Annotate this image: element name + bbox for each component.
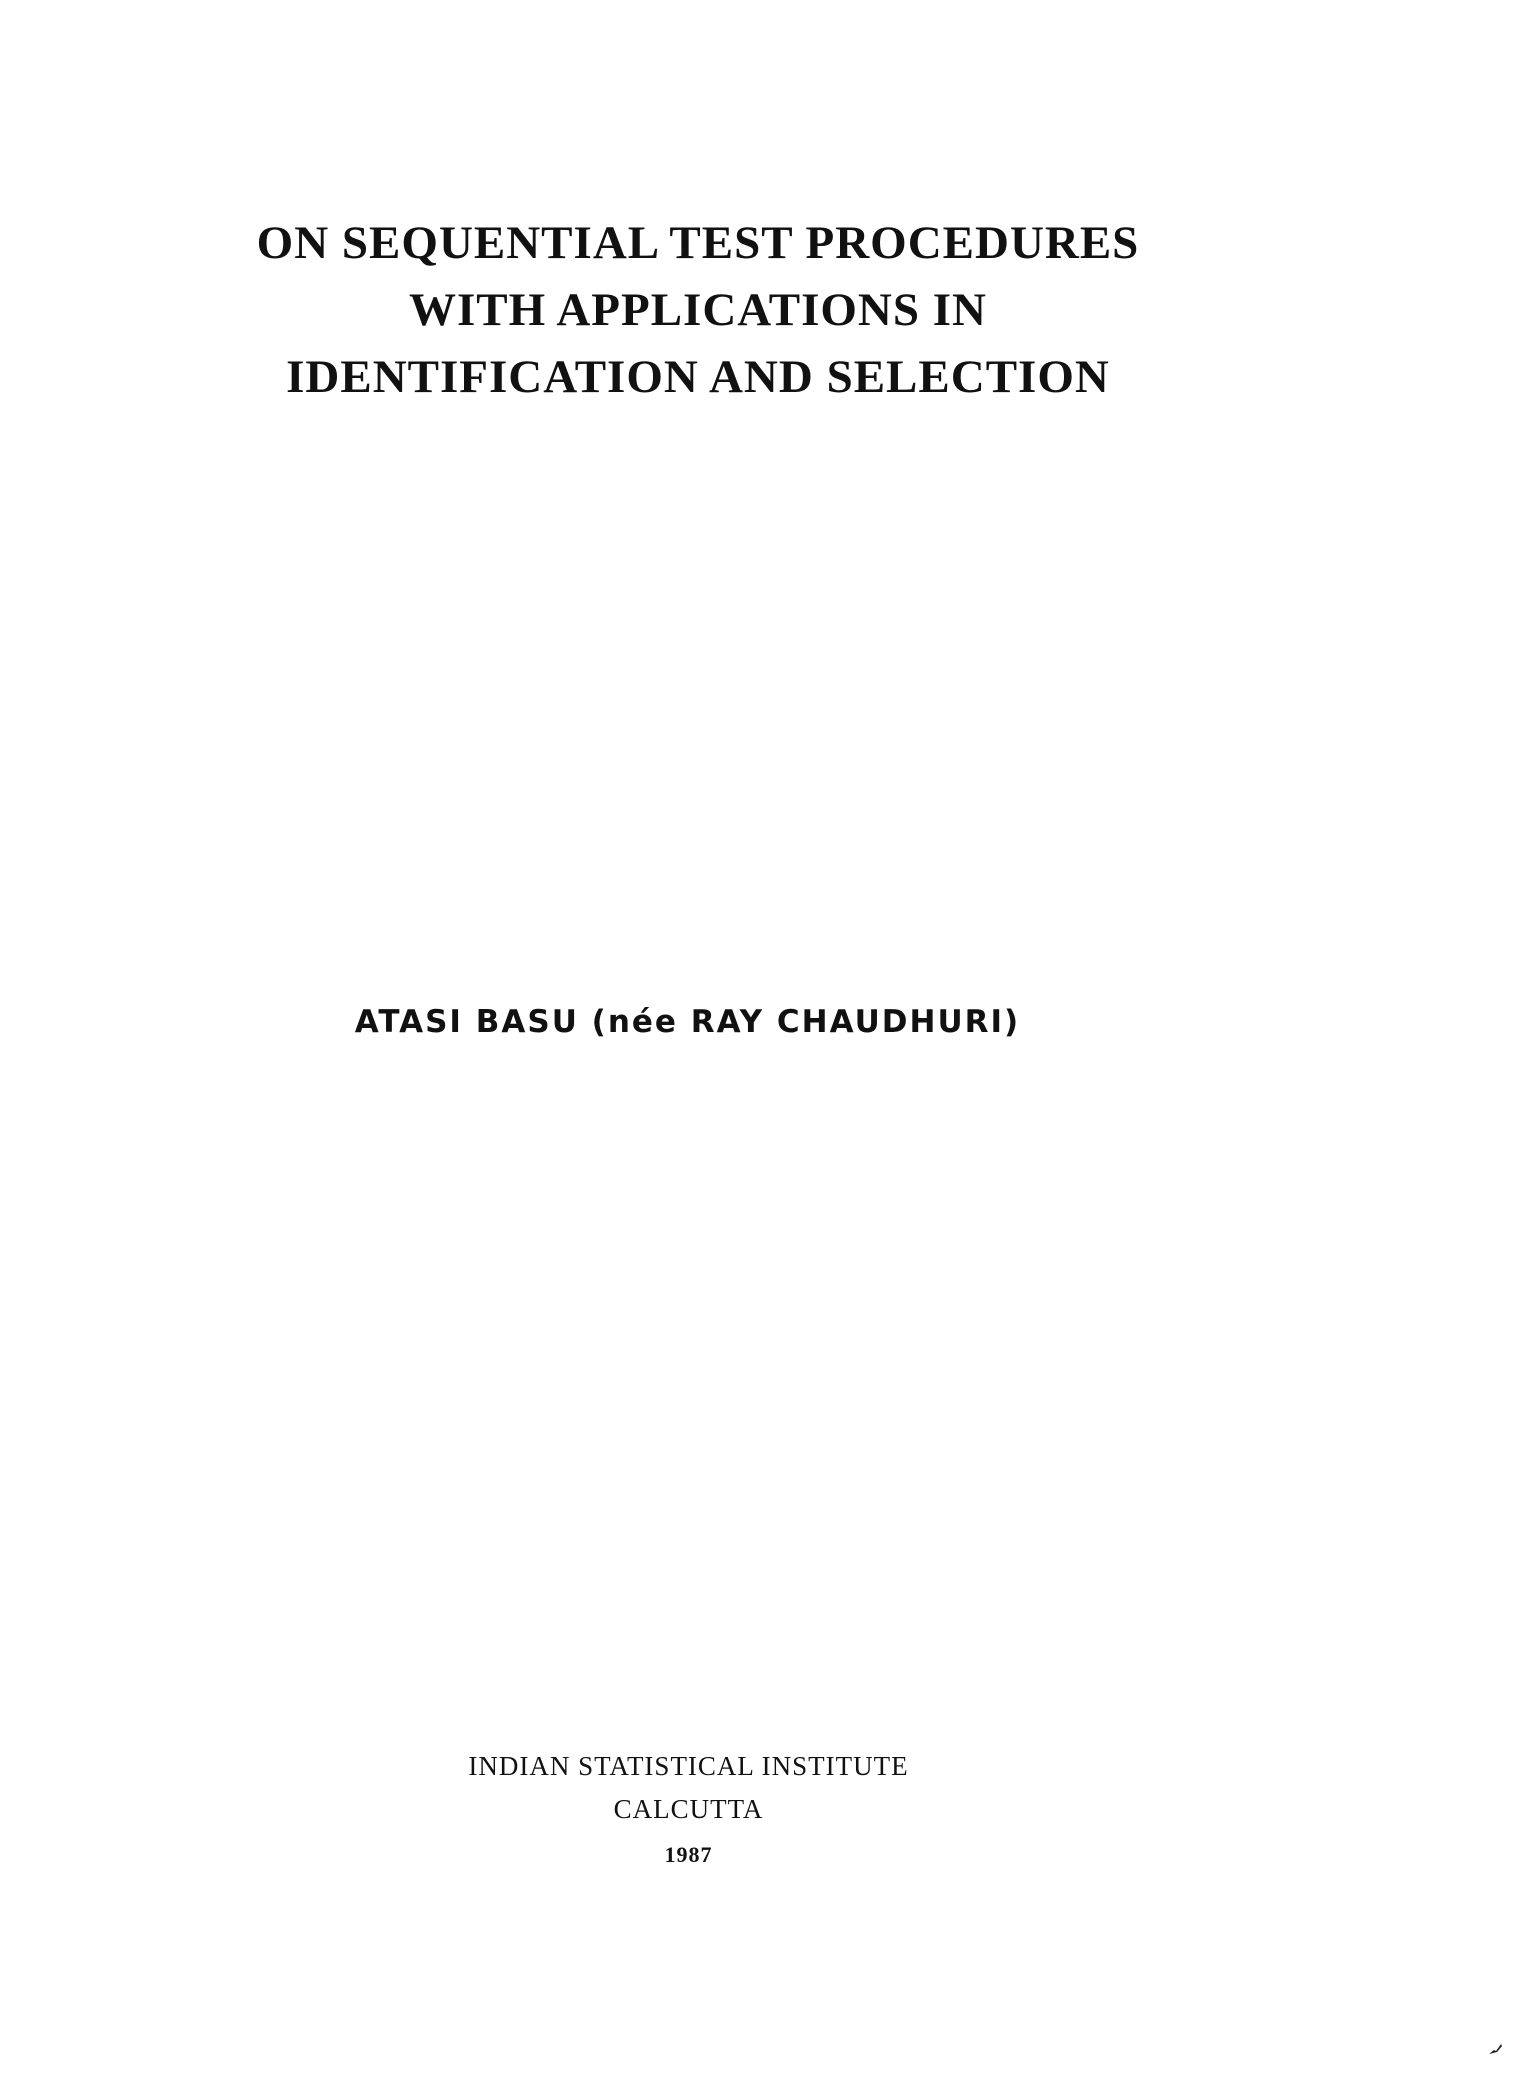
title-line-2: WITH APPLICATIONS IN <box>408 284 987 336</box>
document-title <box>0 210 1396 411</box>
publisher-block <box>0 1745 1377 1876</box>
publisher-name: INDIAN STATISTICAL INSTITUTE <box>468 1751 909 1781</box>
scan-speck-mark <box>1487 2040 1503 2056</box>
publisher-city: CALCUTTA <box>613 1794 764 1824</box>
author-name: ATASI BASU (née RAY CHAUDHURI) <box>354 1004 1021 1040</box>
title-line-3: IDENTIFICATION AND SELECTION <box>286 351 1110 403</box>
title-line-1: ON SEQUENTIAL TEST PROCEDURES <box>256 217 1140 269</box>
publication-year: 1987 <box>664 1842 713 1867</box>
